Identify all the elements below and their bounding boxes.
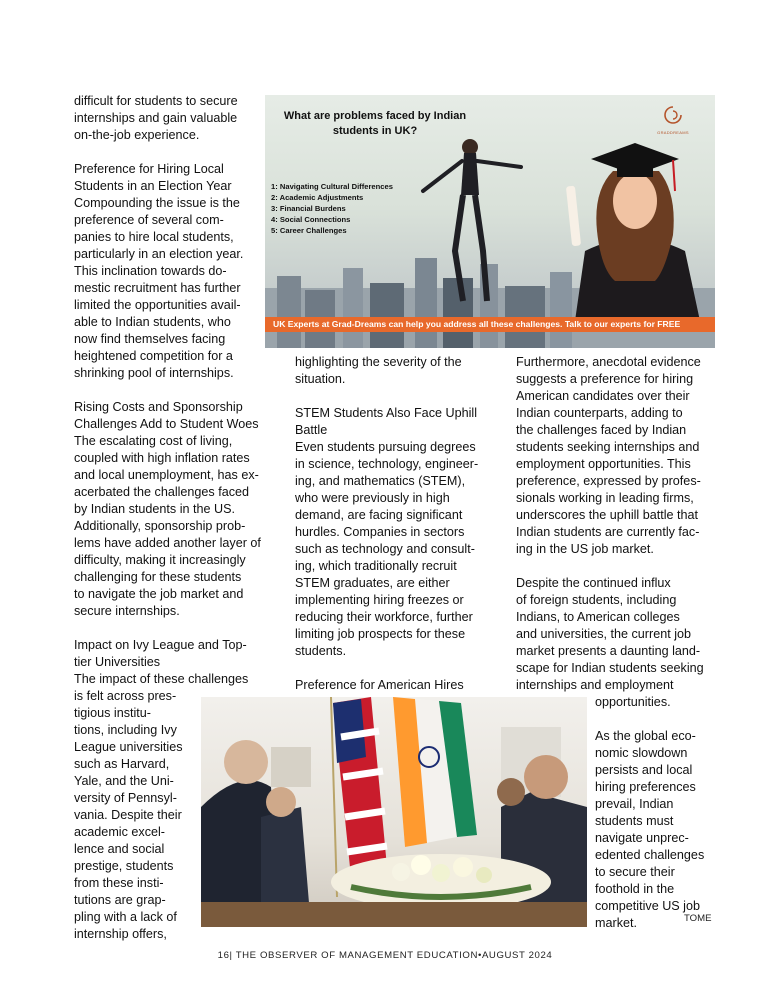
col1-paragraph-1	[74, 93, 269, 144]
text-line: suggests a preference for hiring	[516, 372, 694, 386]
col2-paragraph-1	[295, 354, 500, 388]
text-line: difficult for students to secure	[74, 94, 238, 108]
graddreams-logo-text: GRADDREAMS	[657, 130, 689, 135]
text-line: mestic recruitment has further	[74, 281, 241, 295]
col1-heading-costs	[74, 399, 269, 433]
text-line: Yale, and the Uni-	[74, 774, 174, 788]
text-line: vania. Despite their	[74, 808, 182, 822]
graduate-student-illustration	[555, 131, 715, 321]
col1-heading-election	[74, 161, 269, 195]
text-line: Despite the continued influx	[516, 576, 671, 590]
text-line: of foreign students, including	[516, 593, 677, 607]
text-line: ing in the US job market.	[516, 542, 654, 556]
tightrope-walker-illustration	[415, 133, 525, 308]
text-line: competitive US job	[595, 899, 700, 913]
text-line: League universities	[74, 740, 183, 754]
advert-item: 1: Navigating Cultural Differences	[271, 182, 393, 191]
text-line: foothold in the	[595, 882, 675, 896]
text-line: Indian students are currently fac-	[516, 525, 700, 539]
text-line: ing, which traditionally recruit	[295, 559, 457, 573]
text-line: Compounding the issue is the	[74, 196, 240, 210]
text-line: academic excel-	[74, 825, 165, 839]
text-line: STEM Students Also Face Uphill	[295, 406, 477, 420]
column-2	[295, 354, 500, 694]
text-line: by Indian students in the US.	[74, 502, 236, 516]
text-line: internships and employment	[516, 678, 674, 692]
graddreams-logo	[653, 105, 693, 135]
text-line: situation.	[295, 372, 346, 386]
text-line: As the global eco-	[595, 729, 696, 743]
text-line: lence and social	[74, 842, 165, 856]
text-line: hurdles. Companies in sectors	[295, 525, 465, 539]
text-line: Battle	[295, 423, 328, 437]
text-line: internship offers,	[74, 927, 167, 941]
text-line: to navigate the job market and	[74, 587, 244, 601]
advert-item: 5: Career Challenges	[271, 226, 347, 235]
text-line: students.	[295, 644, 347, 658]
text-line: is felt across pres-	[74, 689, 177, 703]
text-line: preference, expressed by profes-	[516, 474, 701, 488]
text-line: Preference for Hiring Local	[74, 162, 224, 176]
text-line: navigate unprec-	[595, 831, 689, 845]
advert-item: 3: Financial Burdens	[271, 204, 346, 213]
col2-heading-american	[295, 677, 500, 694]
text-line: persists and local	[595, 763, 693, 777]
text-line: prestige, students	[74, 859, 174, 873]
text-line: implementing hiring freezes or	[295, 593, 464, 607]
text-line: the challenges faced by Indian	[516, 423, 687, 437]
text-line: edented challenges	[595, 848, 705, 862]
text-line: The impact of these challenges	[74, 672, 249, 686]
text-line: now find themselves facing	[74, 332, 226, 346]
advert-item: 2: Academic Adjustments	[271, 193, 364, 202]
page-footer: 16| THE OBSERVER OF MANAGEMENT EDUCATION•AUGUST 2024	[217, 950, 553, 961]
col1-heading-ivy	[74, 637, 269, 671]
text-line: difficulty, making it increasingly	[74, 553, 246, 567]
text-line: students must	[595, 814, 674, 828]
text-line: in science, technology, engineer-	[295, 457, 479, 471]
text-line: scape for Indian students seeking	[516, 661, 704, 675]
text-line: preference of several com-	[74, 213, 224, 227]
advert-banner: UK Experts at Grad-Dreams can help you address all these challenges. Talk to our experts for FREE	[265, 317, 715, 332]
text-line: Preference for American Hires	[295, 678, 464, 692]
text-line: Impact on Ivy League and Top-	[74, 638, 247, 652]
text-line: challenging for these students	[74, 570, 242, 584]
meeting-photo-illustration	[201, 697, 587, 927]
text-line: particularly in an election year.	[74, 247, 244, 261]
advert-question: What are problems faced by Indian students in UK?	[283, 110, 467, 137]
text-line: from these insti-	[74, 876, 164, 890]
text-line: to secure their	[595, 865, 675, 879]
col1-paragraph-3	[74, 433, 269, 620]
text-line: limited the opportunities avail-	[74, 298, 241, 312]
text-line: sionals working in leading firms,	[516, 491, 694, 505]
text-line: on-the-job experience.	[74, 128, 200, 142]
text-line: The escalating cost of living,	[74, 434, 233, 448]
text-line: pling with a lack of	[74, 910, 177, 924]
text-line: able to Indian students, who	[74, 315, 231, 329]
text-line: acerbated the challenges faced	[74, 485, 250, 499]
grad-dreams-advert	[265, 95, 715, 348]
text-line: lems have added another layer of	[74, 536, 261, 550]
text-line: such as Harvard,	[74, 757, 170, 771]
text-line: coupled with high inflation rates	[74, 451, 250, 465]
text-line: reducing their workforce, further	[295, 610, 473, 624]
text-line: Challenges Add to Student Woes	[74, 417, 259, 431]
text-line: This inclination towards do-	[74, 264, 227, 278]
advert-problem-list	[271, 181, 393, 236]
text-line: nomic slowdown	[595, 746, 688, 760]
text-line: versity of Pennsyl-	[74, 791, 177, 805]
graddreams-logo-icon	[662, 105, 684, 125]
text-line: underscores the uphill battle that	[516, 508, 699, 522]
text-line: secure internships.	[74, 604, 180, 618]
text-line: ing, and mathematics (STEM),	[295, 474, 466, 488]
text-line: heightened competition for a	[74, 349, 233, 363]
text-line: students seeking internships and	[516, 440, 700, 454]
text-line: Students in an Election Year	[74, 179, 232, 193]
col1-paragraph-4a	[74, 671, 269, 688]
text-line: tigious institu-	[74, 706, 151, 720]
text-line: market.	[595, 916, 637, 930]
col3-paragraph-1	[516, 354, 721, 558]
diplomats-meeting-photo	[201, 697, 587, 927]
text-line: and universities, the current job	[516, 627, 692, 641]
col2-heading-stem	[295, 405, 500, 439]
col2-paragraph-2	[295, 439, 500, 660]
text-line: STEM graduates, are either	[295, 576, 450, 590]
author-signoff: TOME	[684, 913, 712, 924]
text-line: who were previously in high	[295, 491, 450, 505]
advert-item: 4: Social Connections	[271, 215, 351, 224]
text-line: Indian counterparts, adding to	[516, 406, 683, 420]
text-line: Furthermore, anecdotal evidence	[516, 355, 701, 369]
text-line: Indians, to American colleges	[516, 610, 680, 624]
text-line: limiting job prospects for these	[295, 627, 466, 641]
text-line: tier Universities	[74, 655, 161, 669]
text-line: Rising Costs and Sponsorship	[74, 400, 243, 414]
text-line: American candidates over their	[516, 389, 690, 403]
text-line: such as technology and consult-	[295, 542, 475, 556]
col3-paragraph-2	[516, 575, 721, 694]
text-line: Additionally, sponsorship prob-	[74, 519, 246, 533]
text-line: Even students pursuing degrees	[295, 440, 476, 454]
text-line: hiring preferences	[595, 780, 696, 794]
text-line: tions, including Ivy	[74, 723, 177, 737]
text-line: internships and gain valuable	[74, 111, 238, 125]
text-line: prevail, Indian	[595, 797, 674, 811]
col1-paragraph-2	[74, 195, 269, 382]
text-line: highlighting the severity of the	[295, 355, 462, 369]
text-line: shrinking pool of internships.	[74, 366, 234, 380]
text-line: panies to hire local students,	[74, 230, 234, 244]
text-line: opportunities.	[595, 695, 671, 709]
text-line: and local unemployment, has ex-	[74, 468, 259, 482]
text-line: tutions are grap-	[74, 893, 166, 907]
text-line: employment opportunities. This	[516, 457, 691, 471]
text-line: market presents a daunting land-	[516, 644, 701, 658]
text-line: demand, are facing significant	[295, 508, 463, 522]
